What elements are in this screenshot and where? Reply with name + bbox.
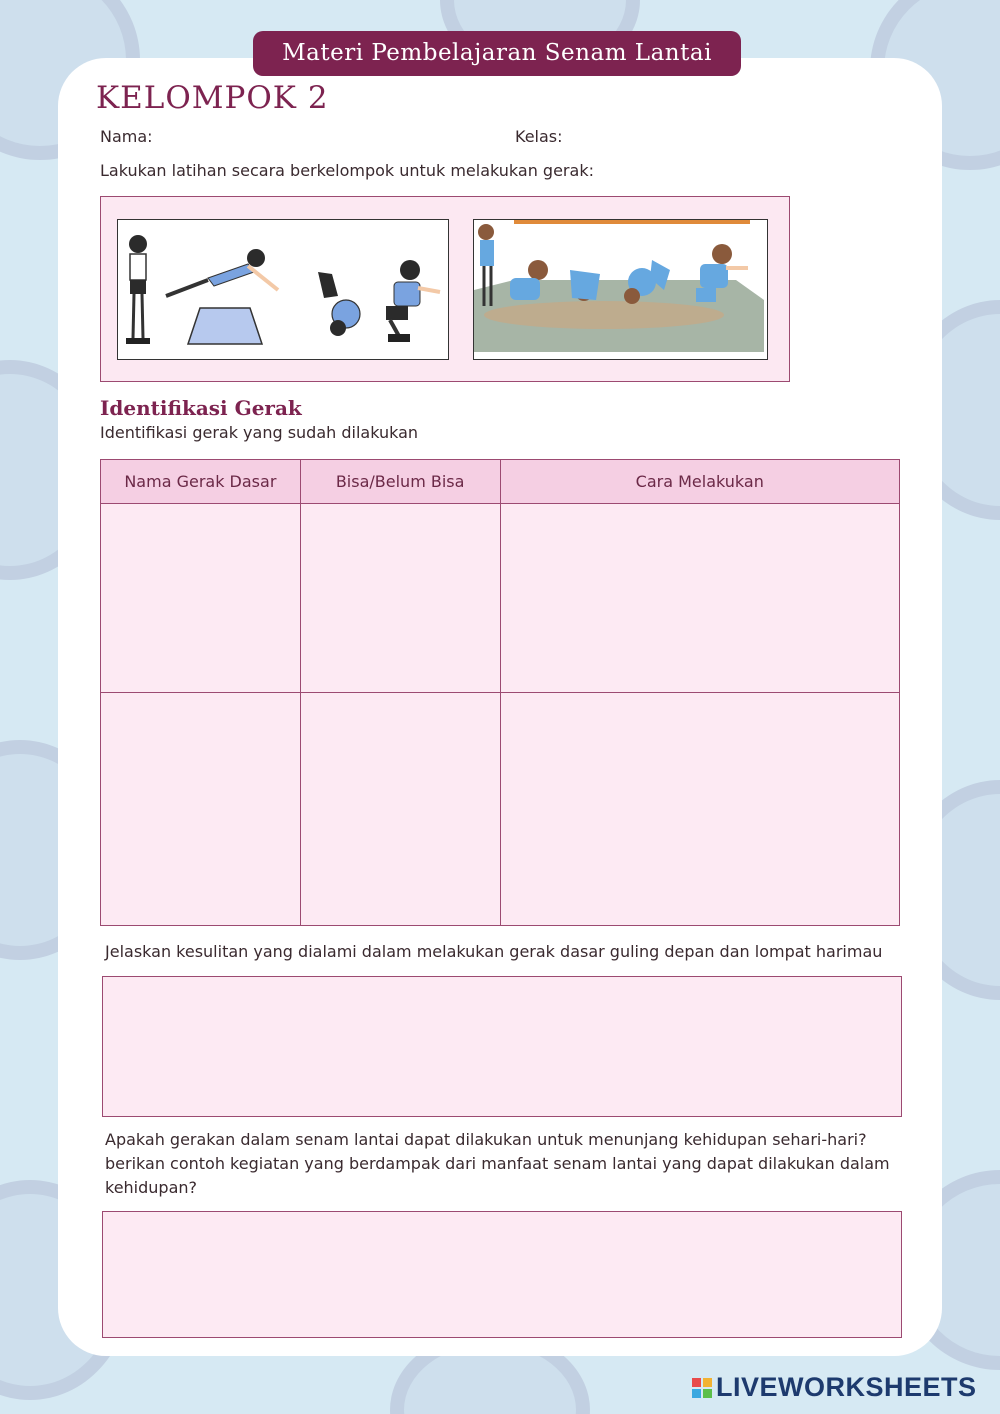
table-cell — [101, 693, 301, 926]
table-cell — [101, 504, 301, 693]
group-title: KELOMPOK 2 — [96, 80, 329, 116]
class-input[interactable] — [572, 126, 872, 148]
movement-name-input[interactable] — [101, 502, 300, 690]
question-2-answer[interactable] — [102, 1211, 902, 1338]
ability-input[interactable] — [301, 691, 500, 923]
tiger-jump-illustration — [117, 219, 449, 360]
identification-table — [100, 459, 900, 926]
forward-roll-illustration — [473, 219, 768, 360]
table-cell — [500, 693, 899, 926]
column-header-can-cannot: Bisa/Belum Bisa — [300, 460, 500, 504]
class-label: Kelas: — [515, 127, 563, 146]
method-input[interactable] — [501, 502, 899, 690]
name-input[interactable] — [158, 126, 498, 148]
instruction-text: Lakukan latihan secara berkelompok untuk melakukan gerak: — [100, 161, 594, 180]
movement-name-input[interactable] — [101, 691, 300, 923]
question-1-answer[interactable] — [102, 976, 902, 1117]
table-cell — [300, 504, 500, 693]
method-input[interactable] — [501, 691, 899, 923]
section-subtitle: Identifikasi gerak yang sudah dilakukan — [100, 423, 419, 442]
table-cell — [300, 693, 500, 926]
liveworksheets-logo — [692, 1372, 977, 1403]
table-cell — [500, 504, 899, 693]
column-header-movement-name: Nama Gerak Dasar — [101, 460, 301, 504]
ability-input[interactable] — [301, 502, 500, 690]
name-label: Nama: — [100, 127, 153, 146]
exercise-images-frame — [100, 196, 790, 382]
question-1-text: Jelaskan kesulitan yang dialami dalam melakukan gerak dasar guling depan dan lompat harimau — [105, 942, 883, 961]
table-row — [101, 504, 900, 693]
question-2-text: Apakah gerakan dalam senam lantai dapat dilakukan untuk menunjang kehidupan sehari-hari? berikan contoh kegiatan yang berdampak dari manfaat senam lantai yang dapat dilakukan dalam kehidupan? — [105, 1130, 890, 1197]
section-title-identification: Identifikasi Gerak — [100, 396, 302, 420]
table-header-row — [101, 460, 900, 504]
liveworksheets-logo-icon — [692, 1378, 712, 1398]
column-header-how-to: Cara Melakukan — [500, 460, 899, 504]
page-title-banner: Materi Pembelajaran Senam Lantai — [253, 31, 741, 76]
table-row — [101, 693, 900, 926]
liveworksheets-logo-text: LIVEWORKSHEETS — [716, 1372, 977, 1402]
